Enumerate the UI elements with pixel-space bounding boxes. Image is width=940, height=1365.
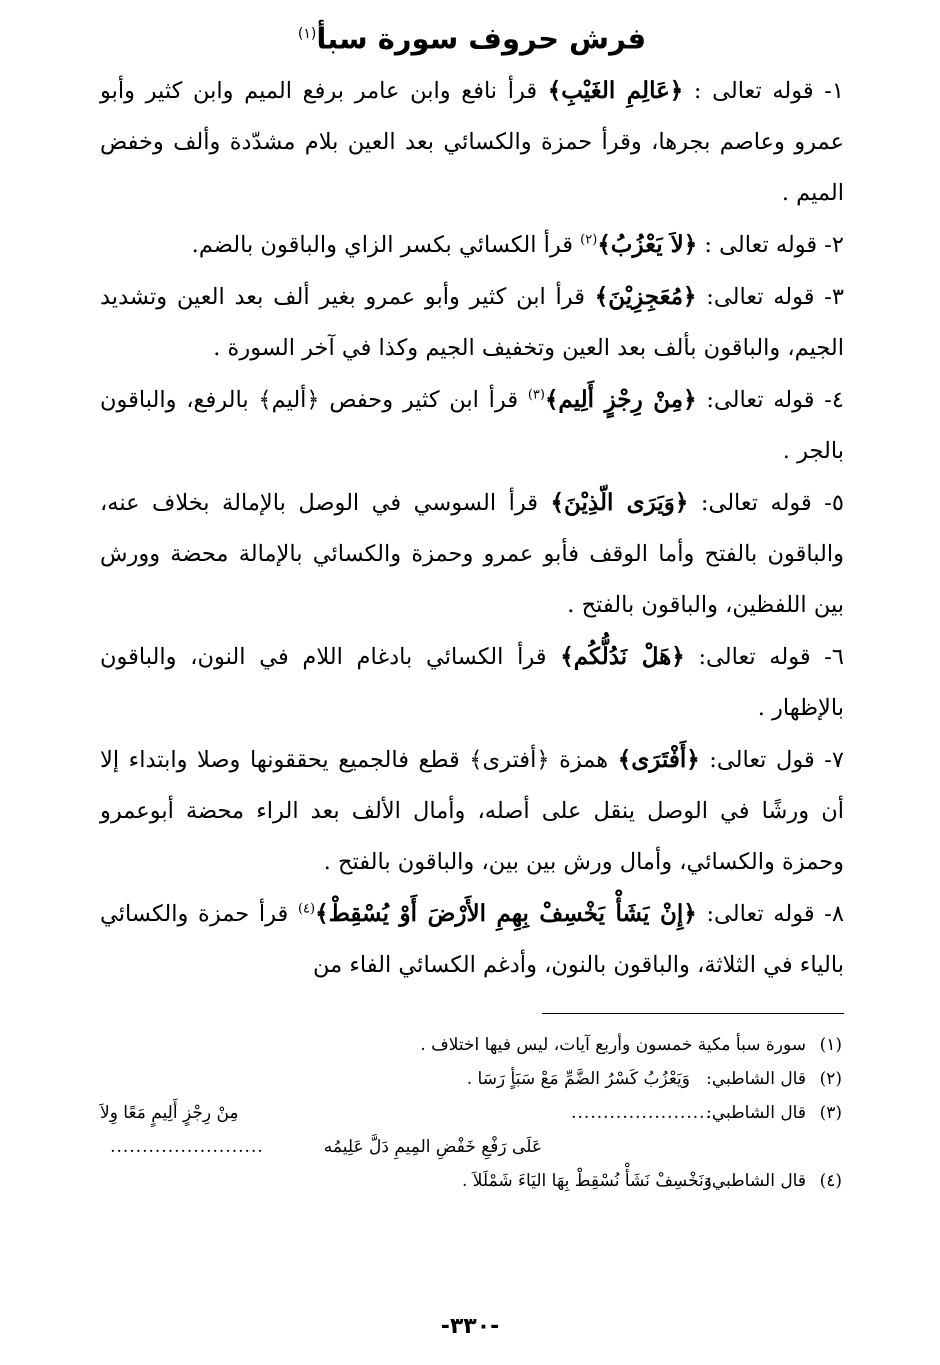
item-text: قرأ نافع وابن عامر برفع الميم وابن كثير وأبو عمرو وعاصم بجرها، وقرأ حمزة والكسائي بعد العين بلام مشدّدة وألف وخفض الميم .	[100, 77, 844, 206]
list-item	[100, 65, 844, 219]
item-prefix: ٣- قوله تعالى:	[696, 283, 844, 310]
item-prefix: ٢- قوله تعالى :	[697, 231, 844, 258]
list-item	[100, 219, 844, 271]
footnote-divider	[542, 1013, 844, 1014]
footnote-ref: (٣)	[527, 387, 545, 403]
list-item	[100, 374, 844, 477]
footnote-label: قال الشاطبي:	[706, 1102, 806, 1123]
list-item	[100, 631, 844, 734]
footnote-ellipsis: ........................	[110, 1136, 264, 1157]
footnote-3	[100, 1096, 842, 1130]
quran-phrase: ﴿مُعَجِزِيْنَ﴾	[594, 282, 697, 310]
footnote-verse: عَلَى رَفْعِ خَفْضِ المِيمِ دَلَّ عَلِيمُه	[323, 1136, 542, 1157]
item-text: قرأ ابن كثير وحفص ﴿أليم﴾ بالرفع، والباقون بالجر .	[100, 386, 844, 464]
item-text: قرأ حمزة والكسائي بالياء في الثلاثة، والباقون بالنون، وأدغم الكسائي الفاء من	[100, 900, 844, 978]
quran-phrase: ﴿إِنْ يَشَأْ يَخْسِفْ بِهِمِ الأَرْضَ أَوْ يُسْقِطْ﴾	[315, 899, 697, 927]
item-text: همزة ﴿أفترى﴾ قطع فالجميع يحققونها وصلا وابتداء إلا أن ورشًا في الوصل ينقل على أصله، وأمال الألف بعد الراء محضة أبوعمرو وحمزة والكسائي، وأمال ورش بين بين، والباقون بالفتح .	[100, 746, 844, 875]
footnote-ellipsis: ......................	[571, 1102, 712, 1123]
item-prefix: ٨- قوله تعالى:	[696, 900, 844, 927]
list-item	[100, 888, 844, 991]
quran-phrase: ﴿عَالِمِ الغَيْبِ﴾	[547, 76, 684, 104]
footnote-number: (٣)	[819, 1102, 842, 1123]
item-prefix: ١- قوله تعالى :	[683, 77, 844, 104]
list-item	[100, 477, 844, 631]
footnote-verse: وَيَعْزُبُ كَسْرُ الضَّمِّ مَعْ سَبَأٍ رَسَا .	[466, 1068, 690, 1089]
quran-phrase: ﴿أَفْتَرَى﴾	[617, 745, 700, 773]
footnote-verse: مِنْ رِجْزٍ أَلِيمٍ مَعًا وِلاَ	[100, 1102, 239, 1123]
item-text: قرأ ابن كثير وأبو عمرو بغير ألف بعد العين وتشديد الجيم، والباقون بألف بعد العين وتخفيف الجيم وكذا في آخر السورة .	[100, 283, 844, 361]
title-footnote-ref: (١)	[297, 26, 317, 42]
footnote-verse: وَنَخْسِفْ نَشَأْ نُسْقِطْ بِهَا اليَاءَ شَمْلَلاَ .	[461, 1170, 712, 1191]
footnote-label: قال الشاطبي:	[706, 1068, 806, 1089]
footnote-number: (١)	[819, 1034, 842, 1055]
quran-phrase: ﴿وَيَرَى الّذِيْنَ﴾	[550, 488, 689, 516]
page-number: -٣٣٠-	[440, 1314, 500, 1339]
footnote-4	[100, 1164, 842, 1198]
item-text: قرأ السوسي في الوصل بالإمالة بخلاف عنه، والباقون بالفتح وأما الوقف فأبو عمرو وحمزة والكسائي بالإمالة محضة وورش بين اللفظين، والباقون بالفتح .	[100, 489, 844, 618]
footnote-number: (٤)	[819, 1170, 842, 1191]
item-prefix: ٤- قوله تعالى:	[696, 386, 844, 413]
item-prefix: ٧- قول تعالى:	[699, 746, 844, 773]
title-text: فرش حروف سورة سبأ	[316, 21, 647, 56]
quran-phrase: ﴿مِنْ رِجْزٍ أَلِيم﴾	[544, 385, 697, 413]
footnote-text: سورة سبأ مكية خمسون وأربع آيات، ليس فيها اختلاف .	[420, 1034, 806, 1055]
item-prefix: ٦- قوله تعالى:	[684, 643, 844, 670]
body-text	[100, 65, 844, 991]
footnote-2	[100, 1062, 842, 1096]
list-item	[100, 271, 844, 374]
footnote-3-continuation	[100, 1130, 842, 1164]
item-prefix: ٥- قوله تعالى:	[688, 489, 844, 516]
footnote-number: (٢)	[819, 1068, 842, 1089]
item-text: قرأ الكسائي بادغام اللام في النون، والباقون بالإظهار .	[100, 643, 844, 721]
page-title	[100, 14, 844, 59]
quran-phrase: ﴿هَلْ نَدُلُّكُم﴾	[560, 642, 685, 670]
footnotes	[100, 1028, 842, 1198]
footnote-ref: (٤)	[297, 901, 316, 917]
quran-phrase: ﴿لاَ يَعْزُبُ﴾	[597, 230, 698, 258]
list-item	[100, 734, 844, 888]
item-text: قرأ الكسائي بكسر الزاي والباقون بالضم.	[191, 231, 581, 258]
footnote-1	[100, 1028, 842, 1062]
footnote-ref: (٢)	[580, 232, 598, 248]
footnote-label: قال الشاطبي:	[706, 1170, 806, 1191]
